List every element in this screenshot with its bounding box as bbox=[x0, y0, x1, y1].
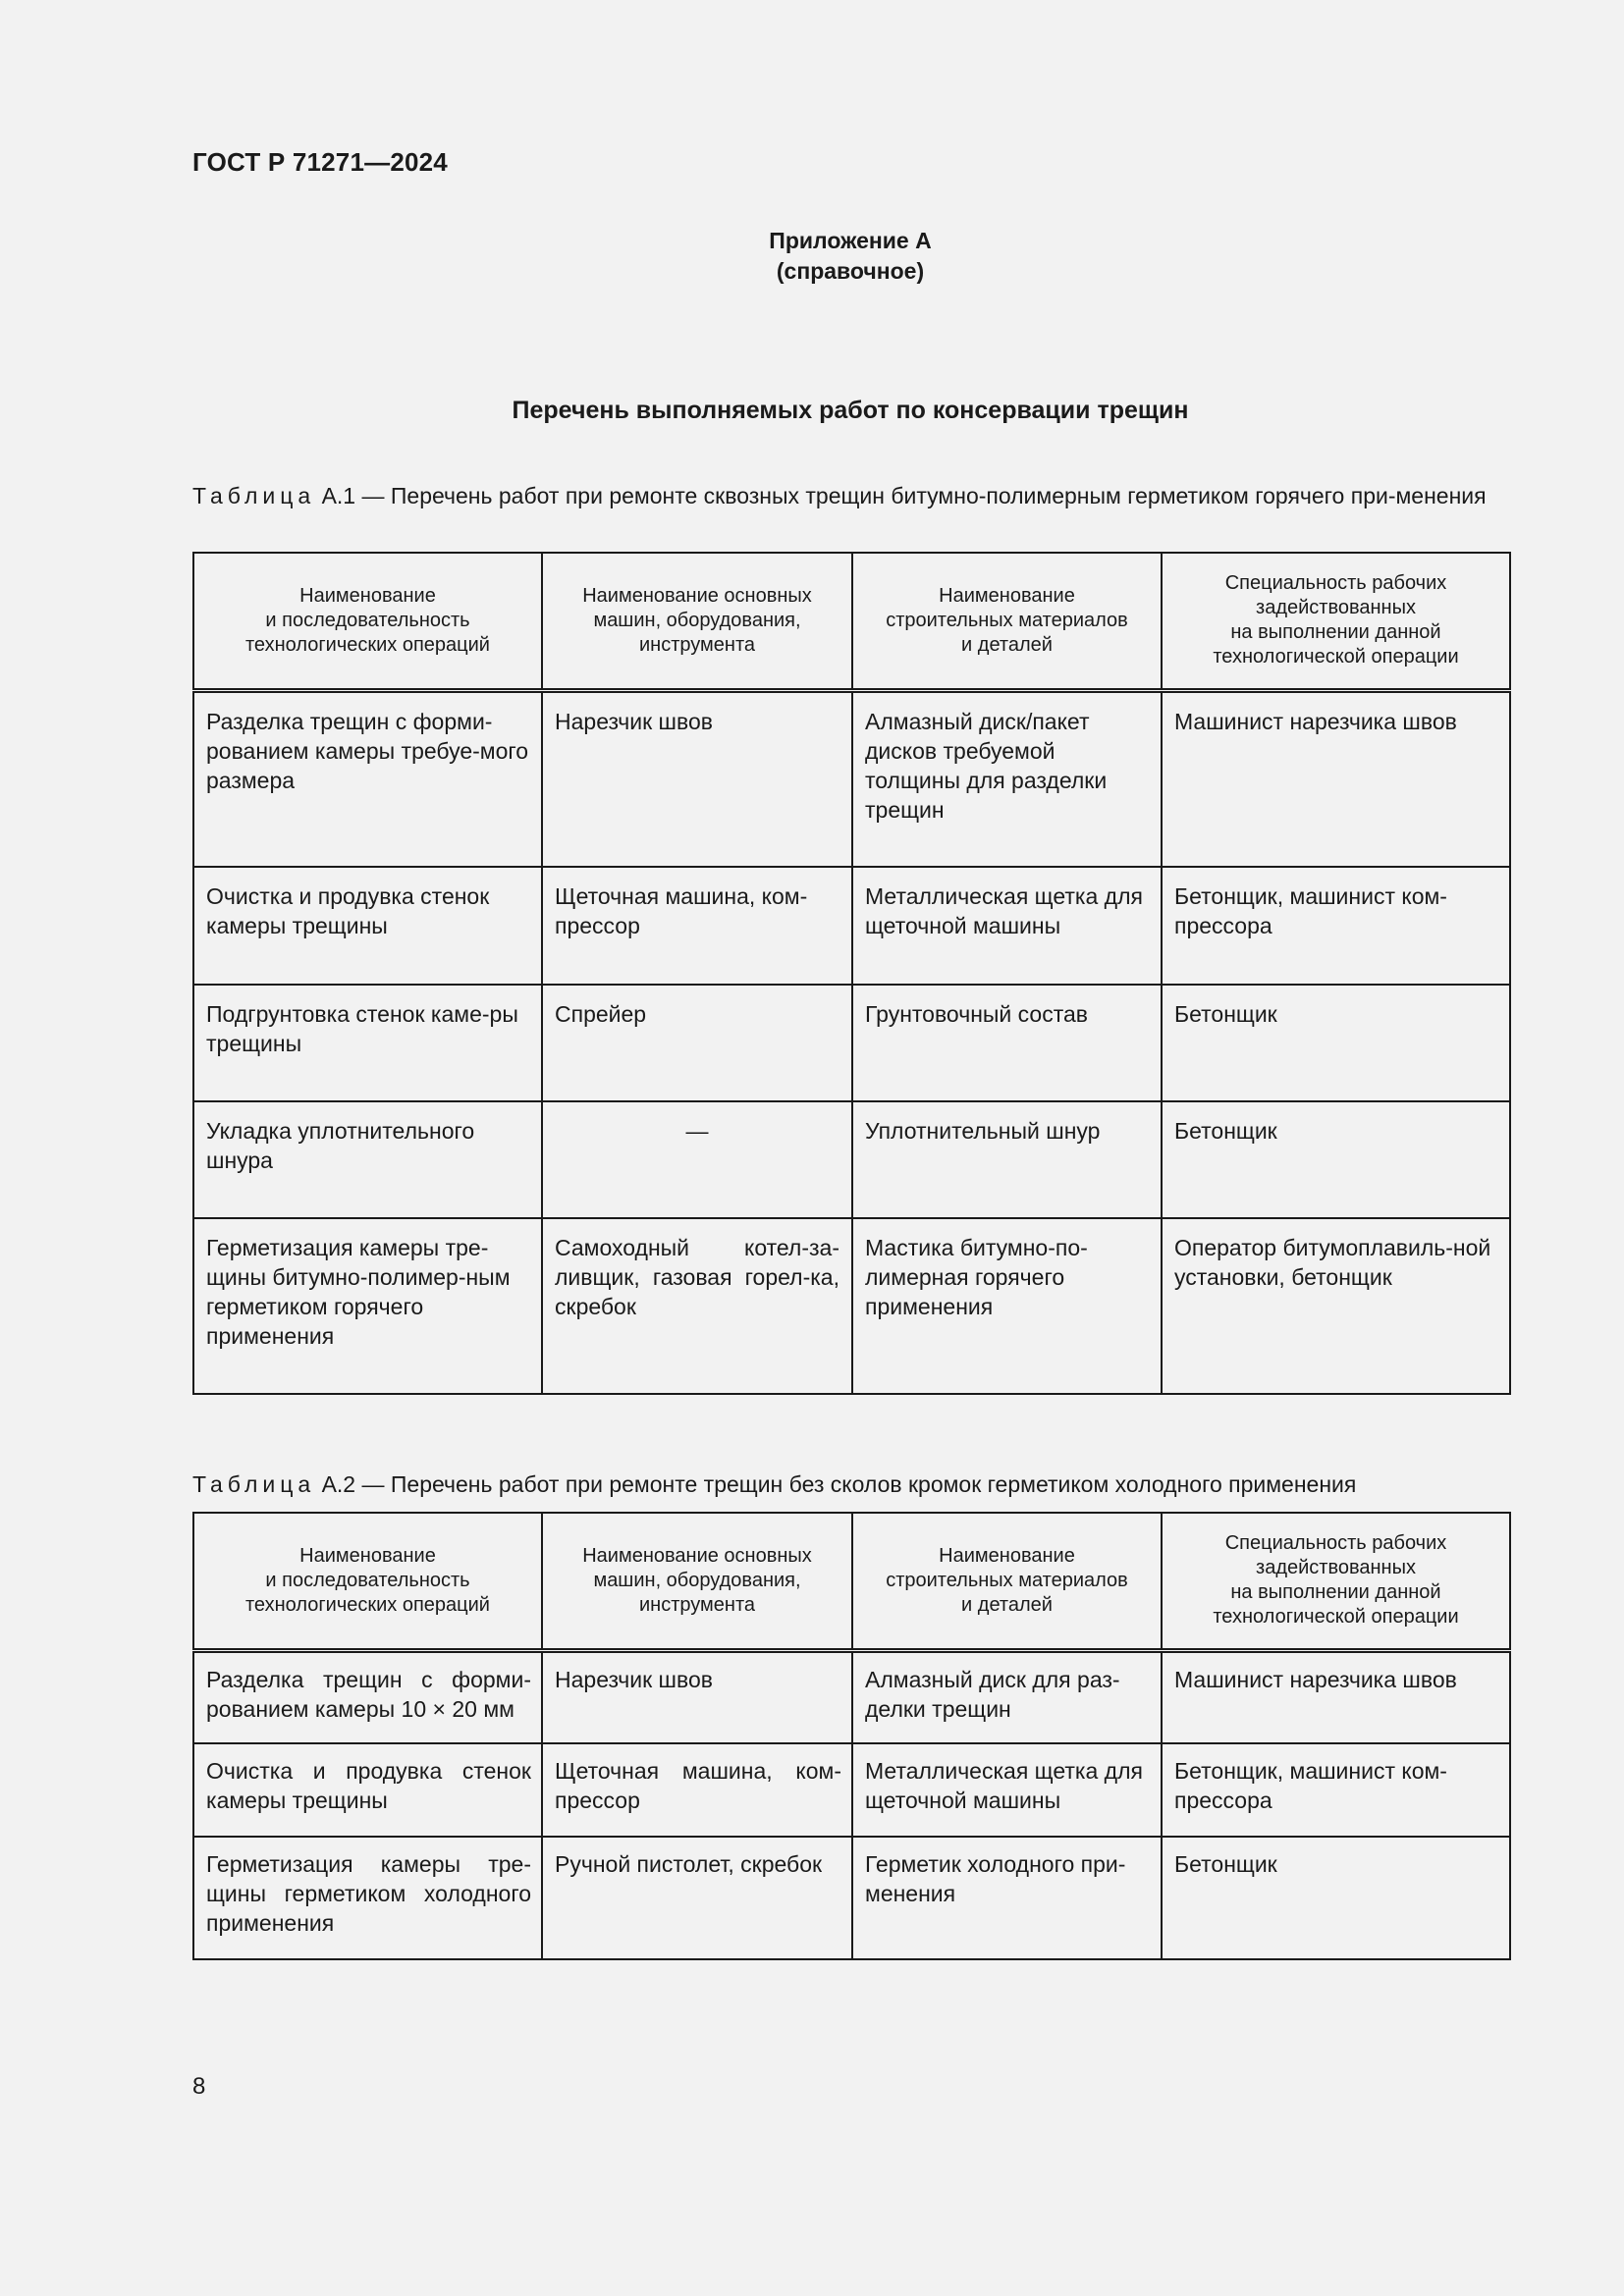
table-cell: Мастика битумно-по-лимерная горячего применения bbox=[852, 1218, 1162, 1394]
table-row bbox=[193, 690, 1510, 867]
table-row bbox=[193, 985, 1510, 1101]
table2-caption-text: А.2 — Перечень работ при ремонте трещин без сколов кромок герметиком холодного применения bbox=[315, 1471, 1357, 1497]
table-cell: Очистка и продувка стенок камеры трещины bbox=[193, 1743, 542, 1837]
table-cell: Очистка и продувка стенок камеры трещины bbox=[193, 867, 542, 985]
table-cell: Укладка уплотнительного шнура bbox=[193, 1101, 542, 1218]
table2-header-cell: Наименование основных машин, оборудования, инструмента bbox=[542, 1513, 852, 1650]
table-cell: Бетонщик, машинист ком-прессора bbox=[1162, 867, 1510, 985]
table-a1 bbox=[192, 552, 1511, 1395]
table2-header-row bbox=[193, 1513, 1510, 1650]
table-cell: Разделка трещин с форми-рованием камеры 10 × 20 мм bbox=[193, 1650, 542, 1743]
table-row bbox=[193, 867, 1510, 985]
table-row bbox=[193, 1101, 1510, 1218]
table-row bbox=[193, 1743, 1510, 1837]
table-cell: Машинист нарезчика швов bbox=[1162, 690, 1510, 867]
table1-header-cell: Наименование и последовательность технологических операций bbox=[193, 553, 542, 690]
table-cell: Уплотнительный шнур bbox=[852, 1101, 1162, 1218]
table-cell: Подгрунтовка стенок каме-ры трещины bbox=[193, 985, 542, 1101]
appendix-subtitle: (справочное) bbox=[776, 258, 925, 284]
table2-caption-label: Таблица bbox=[192, 1471, 316, 1497]
table1-header-cell: Наименование строительных материалов и деталей bbox=[852, 553, 1162, 690]
table-cell: Герметизация камеры тре-щины битумно-полимер-ным герметиком горячего применения bbox=[193, 1218, 542, 1394]
table-cell: Алмазный диск/пакет дисков требуемой толщины для разделки трещин bbox=[852, 690, 1162, 867]
page-number: 8 bbox=[192, 2073, 206, 2100]
table-cell: Разделка трещин с форми-рованием камеры требуе-мого размера bbox=[193, 690, 542, 867]
table-cell: Щеточная машина, ком-прессор bbox=[542, 1743, 852, 1837]
table-cell: Машинист нарезчика швов bbox=[1162, 1650, 1510, 1743]
appendix-title: Приложение А bbox=[769, 228, 932, 253]
table-a2 bbox=[192, 1512, 1511, 1960]
table-cell: Щеточная машина, ком-прессор bbox=[542, 867, 852, 985]
table-cell: Бетонщик bbox=[1162, 1837, 1510, 1959]
table-cell: Герметизация камеры тре-щины герметиком холодного применения bbox=[193, 1837, 542, 1959]
appendix-heading bbox=[0, 226, 1624, 287]
table-cell: Самоходный котел-за-ливщик, газовая горел-ка, скребок bbox=[542, 1218, 852, 1394]
table1-caption-label: Таблица bbox=[192, 483, 316, 508]
table-cell: Ручной пистолет, скребок bbox=[542, 1837, 852, 1959]
table1-header-row bbox=[193, 553, 1510, 690]
table-cell: Нарезчик швов bbox=[542, 1650, 852, 1743]
standard-code: ГОСТ Р 71271—2024 bbox=[192, 147, 448, 177]
table2-header-cell: Наименование строительных материалов и деталей bbox=[852, 1513, 1162, 1650]
table2-header-cell: Наименование и последовательность технологических операций bbox=[193, 1513, 542, 1650]
table-cell: Нарезчик швов bbox=[542, 690, 852, 867]
table-cell: Бетонщик bbox=[1162, 1101, 1510, 1218]
table-cell: Оператор битумоплавиль-ной установки, бетонщик bbox=[1162, 1218, 1510, 1394]
table1-caption bbox=[192, 481, 1508, 510]
table-row bbox=[193, 1218, 1510, 1394]
table-cell: Алмазный диск для раз-делки трещин bbox=[852, 1650, 1162, 1743]
table-cell: Герметик холодного при-менения bbox=[852, 1837, 1162, 1959]
table-cell: — bbox=[542, 1101, 852, 1218]
table2-header-cell: Специальность рабочих задействованных на выполнении данной технологической операции bbox=[1162, 1513, 1510, 1650]
table-cell: Грунтовочный состав bbox=[852, 985, 1162, 1101]
table-cell: Спрейер bbox=[542, 985, 852, 1101]
section-title: Перечень выполняемых работ по консервации трещин bbox=[512, 397, 1189, 424]
table-row bbox=[193, 1650, 1510, 1743]
table1-header-cell: Наименование основных машин, оборудования, инструмента bbox=[542, 553, 852, 690]
table1-header-cell: Специальность рабочих задействованных на выполнении данной технологической операции bbox=[1162, 553, 1510, 690]
table2-caption bbox=[192, 1469, 1508, 1499]
table-cell: Бетонщик, машинист ком-прессора bbox=[1162, 1743, 1510, 1837]
table1-caption-text: А.1 — Перечень работ при ремонте сквозных трещин битумно-полимерным герметиком горячего при-менения bbox=[315, 483, 1487, 508]
table-cell: Бетонщик bbox=[1162, 985, 1510, 1101]
table-cell: Металлическая щетка для щеточной машины bbox=[852, 1743, 1162, 1837]
table-row bbox=[193, 1837, 1510, 1959]
table-cell: Металлическая щетка для щеточной машины bbox=[852, 867, 1162, 985]
